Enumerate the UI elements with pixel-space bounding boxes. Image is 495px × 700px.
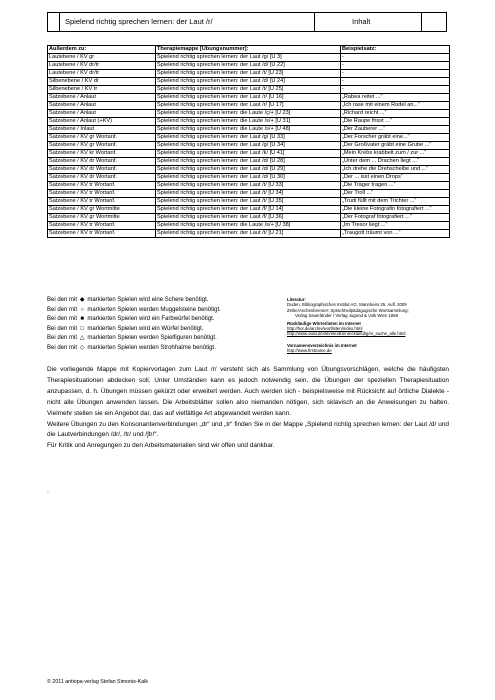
legend-row [47, 315, 277, 325]
table-cell: Satzebene / KV kr Wortanf. [48, 150, 156, 158]
table-cell: „Trudi füllt mit dem Trichter ...“ [341, 198, 450, 206]
literature-heading-wordlists: Rückläufige Wörterlisten im Internet [287, 320, 361, 326]
table-cell: Satzebene / KV tr Wortanf. [48, 190, 156, 198]
table-row [48, 78, 450, 86]
table-row [48, 142, 450, 150]
legend-text: markierten Spielen wird ein Würfel benötigt. [87, 325, 204, 332]
table-cell: Spielend richtig sprechen lernen: der Laut /d/ [U 24] [156, 78, 341, 86]
copyright-footer: © 2011 antiopa-verlag Stefan Simonis-Kalk [47, 679, 148, 685]
legend-symbol-icon: □ [80, 325, 84, 332]
table-cell: Satzebene / KV dr Wortanf. [48, 174, 156, 182]
table-cell: Satzebene / KV dr Wortanf. [48, 158, 156, 166]
legend-prefix: Bei den mit [47, 316, 78, 323]
table-row [48, 206, 450, 214]
table-row [48, 230, 450, 238]
table-cell: „Der Troll ...“ [341, 190, 450, 198]
table-cell: - [341, 78, 450, 86]
table-cell: Spielend richtig sprechen lernen: der Laut /d/ [U 28] [156, 158, 341, 166]
table-header-row [48, 46, 450, 54]
header-inhalt: Inhalt [315, 13, 422, 31]
legend-row [47, 325, 277, 335]
legend-symbol-icon: ■ [80, 316, 84, 323]
header-box [47, 12, 447, 32]
literature-line: Verlag Sauerländer / Verlag Jugend & Volk Wien 1998 [295, 313, 398, 319]
table-cell: Spielend richtig sprechen lernen: der Laut /f/ [U 14] [156, 206, 341, 214]
table-cell: - [341, 62, 450, 70]
header-cell-blank [48, 13, 60, 31]
table-row [48, 54, 450, 62]
legend-prefix: Bei den mit [47, 325, 78, 332]
table-cell: „Mein Krebs krabbelt zum / zur ...“ [341, 150, 450, 158]
table-cell: „Unter dem ... Drachen liegt ...“ [341, 158, 450, 166]
legend-text: markierten Spielen werden Strohhalme benötigt. [87, 344, 216, 351]
table-cell: - [341, 86, 450, 94]
wordlist-link[interactable]: http://hor.de/archiv/wortlisten/index.html [287, 326, 363, 332]
table-row [48, 110, 450, 118]
table-cell: Spielend richtig sprechen lernen: der Laut /f/ [U 36] [156, 214, 341, 222]
table-cell: Spielend richtig sprechen lernen: der Laut /t/ [U 25] [156, 86, 341, 94]
legend-symbol-icon: ◇ [79, 344, 85, 351]
table-cell: Spielend richtig sprechen lernen: der Laut /d/ [U 22] [156, 62, 341, 70]
table-cell: „Richard reicht ...“ [341, 110, 450, 118]
column-header: Außerdem zu: [48, 46, 156, 54]
table-cell: „Ich drehe die Drehscheibe und ...“ [341, 166, 450, 174]
table-row [48, 174, 450, 182]
literature-box [287, 297, 492, 354]
legend-prefix: Bei den mit [47, 335, 78, 342]
table-row [48, 126, 450, 134]
table-cell: „Der Forscher gräbt eine...“ [341, 134, 450, 142]
table-cell: Spielend richtig sprechen lernen: die Laute /ç/+ [U 23] [156, 110, 341, 118]
table-cell: - [341, 54, 450, 62]
legend-text: markierten Spielen werden Spielfiguren benötigt. [87, 335, 217, 342]
table-cell: Satzebene / KV dr Wortanf. [48, 166, 156, 174]
table-row [48, 150, 450, 158]
table-cell: „Die kleine Fotografin fotografiert ...“ [341, 206, 450, 214]
paragraph: Die vorliegende Mappe mit Kopiervorlagen zum Laut /r/ versteht sich als Sammlung von Übungsvorschlägen, welche die häufigsten Therapiesituationen abdecken soll. Unter Umständen kann es jedoch notwendig sein, die Übungen der speziellen Therapiesituation anzupassen, d. h. Übungen müssen gekürzt oder erweitert werden. Auch werden sich - beispielsweise mit Rücksicht auf örtliche Dialekte - nicht alle Übungen anwenden lassen. Die Arbeitsblätter sollen also niemanden nötigen, sich sklavisch an die Anweisungen zu halten. Vielmehr stellen sie ein Angebot dar, das auf vielfältige Art abgewandelt werden kann. [47, 366, 449, 417]
literature-heading-names: Vornamensverzeichnis im Internet [287, 342, 357, 348]
table-cell: Spielend richtig sprechen lernen: der Laut /t/ [U 35] [156, 198, 341, 206]
table-cell: Lautebene / KV dr/tr [48, 70, 156, 78]
table-cell: Satzebene / Anlaut [48, 102, 156, 110]
table-cell: „Der Zauberer ...“ [341, 126, 450, 134]
table-row [48, 86, 450, 94]
paragraph: Weitere Übungen zu den Konsonantenverbindungen „dr“ und „tr“ finden Sie in der Mappe „Spielend richtig sprechen lernen: der Laut /d/ und die Lautverbindungen /dr/, /tr/ und /ʃtr/“. [47, 420, 449, 439]
table-cell: Spielend richtig sprechen lernen: die Laute /s/+ [U 38] [156, 222, 341, 230]
table-row [48, 158, 450, 166]
table-cell: Satzebene / Anlaut [48, 94, 156, 102]
legend-row [47, 296, 277, 306]
table-cell: Silbenebene / KV dr [48, 78, 156, 86]
wordlist-link[interactable]: http://www.owid.de/wb/elexiko/ruecklaeufig/rs_suche_alle.html [287, 331, 406, 337]
table-cell: - [341, 70, 450, 78]
table-cell: Lautebene / KV dr/tr [48, 62, 156, 70]
table-cell: „Der Großvater gräbt eine Grube ...“ [341, 142, 450, 150]
table-cell: Spielend richtig sprechen lernen: der Laut /t/ [U 34] [156, 190, 341, 198]
legend-text: markierten Spielen wird ein Farbwürfel benötigt. [87, 316, 215, 323]
table-cell: „Ich rase mit einem Rodel an...“ [341, 102, 450, 110]
column-header: Therapiemappe [Übungsnummer]: [156, 46, 341, 54]
table-cell: Satzebene / Anlaut (+KV) [48, 118, 156, 126]
table-row [48, 190, 450, 198]
legend-symbol-icon: ◆ [79, 297, 85, 303]
legend-row [47, 344, 277, 354]
trailing-dot: . [47, 487, 49, 494]
table-cell: Spielend richtig sprechen lernen: der Laut /r/ [U 16] [156, 94, 341, 102]
table-cell: „Traugott träumt von ...“ [341, 230, 450, 238]
table-cell: Satzebene / KV tr Wortanf. [48, 198, 156, 206]
table-cell: Spielend richtig sprechen lernen: der Laut /t/ [U 23] [156, 70, 341, 78]
table-cell: Satzebene / Inlaut [48, 126, 156, 134]
table-cell: Satzebene / KV gr Wortmitte [48, 206, 156, 214]
table-row [48, 118, 450, 126]
table-cell: „Die Träger tragen ...“ [341, 182, 450, 190]
legend-prefix: Bei den mit [47, 344, 78, 351]
table-cell: „Der Fotograf fotografiert ...“ [341, 214, 450, 222]
table-cell: Spielend richtig sprechen lernen: der Laut /g/ [U 3] [156, 54, 341, 62]
column-header: Beispielsatz: [341, 46, 450, 54]
literature-line: Zeller/Aschenbrenner: Sprachheilpädagogische Wortsammlung; [287, 307, 409, 313]
table-cell: „Der ... isst einen Drops“ [341, 174, 450, 182]
table-cell: Satzebene / KV gr Wortmitte [48, 214, 156, 222]
table-cell: Satzebene / KV gr Wortanf. [48, 134, 156, 142]
table-cell: „Die Raupe frisst ...“ [341, 118, 450, 126]
legend-symbol-icon: △ [79, 335, 85, 342]
literature-line: Duden, Bibliographisches Institut AG, Mannheim 25. Aufl. 2009 [287, 302, 407, 308]
table-cell: Spielend richtig sprechen lernen: der Laut /k/ [U 41] [156, 150, 341, 158]
table-cell: Spielend richtig sprechen lernen: der Laut /d/ [U 29] [156, 166, 341, 174]
table-row [48, 222, 450, 230]
header-title: Spielend richtig sprechen lernen: der Laut /r/ [60, 13, 315, 31]
table-row [48, 70, 450, 78]
table-row [48, 102, 450, 110]
exercise-table [47, 45, 450, 238]
table-cell: Silbenebene / KV tr [48, 86, 156, 94]
table-cell: Lautebene / KV gr [48, 54, 156, 62]
table-row [48, 214, 450, 222]
intro-text [47, 365, 449, 452]
table-row [48, 62, 450, 70]
table-cell: Spielend richtig sprechen lernen: der Laut /d/ [U 30] [156, 174, 341, 182]
table-cell: Satzebene / KV tr Wortanf. [48, 182, 156, 190]
table-row [48, 182, 450, 190]
table-cell: Spielend richtig sprechen lernen: die Laute /s/+ [U 48] [156, 126, 341, 134]
legend-prefix: Bei den mit [47, 306, 78, 313]
table-row [48, 166, 450, 174]
legend-text: markierten Spielen werden Muggelsteine benötigt. [87, 306, 221, 313]
table-cell: „Im Tresor liegt ...“ [341, 222, 450, 230]
legend-row [47, 306, 277, 316]
firstname-link[interactable]: http://www.firstname.de [287, 348, 332, 354]
table-cell: Spielend richtig sprechen lernen: der Laut /g/ [U 34] [156, 142, 341, 150]
header-cell-blank-right [422, 13, 446, 31]
table-cell: Satzebene / Anlaut [48, 110, 156, 118]
table-row [48, 198, 450, 206]
table-row [48, 94, 450, 102]
table-cell: Spielend richtig sprechen lernen: der Laut /t/ [U 21] [156, 230, 341, 238]
legend-text: markierten Spielen wird eine Schere benötigt. [87, 297, 209, 303]
paragraph: Für Kritik und Anregungen zu den Arbeitsmaterialien sind wir offen und dankbar. [47, 442, 275, 450]
table-cell: Spielend richtig sprechen lernen: der Laut /t/ [U 33] [156, 182, 341, 190]
table-row [48, 134, 450, 142]
table-cell: Satzebene / KV tr Wortanf. [48, 230, 156, 238]
table-cell: Spielend richtig sprechen lernen: die Laute /s/+ [U 31] [156, 118, 341, 126]
legend-row [47, 334, 277, 344]
table-cell: Satzebene / KV tr Wortanf. [48, 222, 156, 230]
table-cell: Satzebene / KV gr Wortanf. [48, 142, 156, 150]
legend-symbol-icon: ○ [80, 306, 84, 313]
table-cell: Spielend richtig sprechen lernen: der Laut /r/ [U 17] [156, 102, 341, 110]
literature-heading: Literatur: [287, 297, 306, 302]
table-cell: „Rabea reitet ...“ [341, 94, 450, 102]
materials-legend [47, 296, 277, 354]
legend-prefix: Bei den mit [47, 297, 78, 303]
table-cell: Spielend richtig sprechen lernen: der Laut /g/ [U 33] [156, 134, 341, 142]
